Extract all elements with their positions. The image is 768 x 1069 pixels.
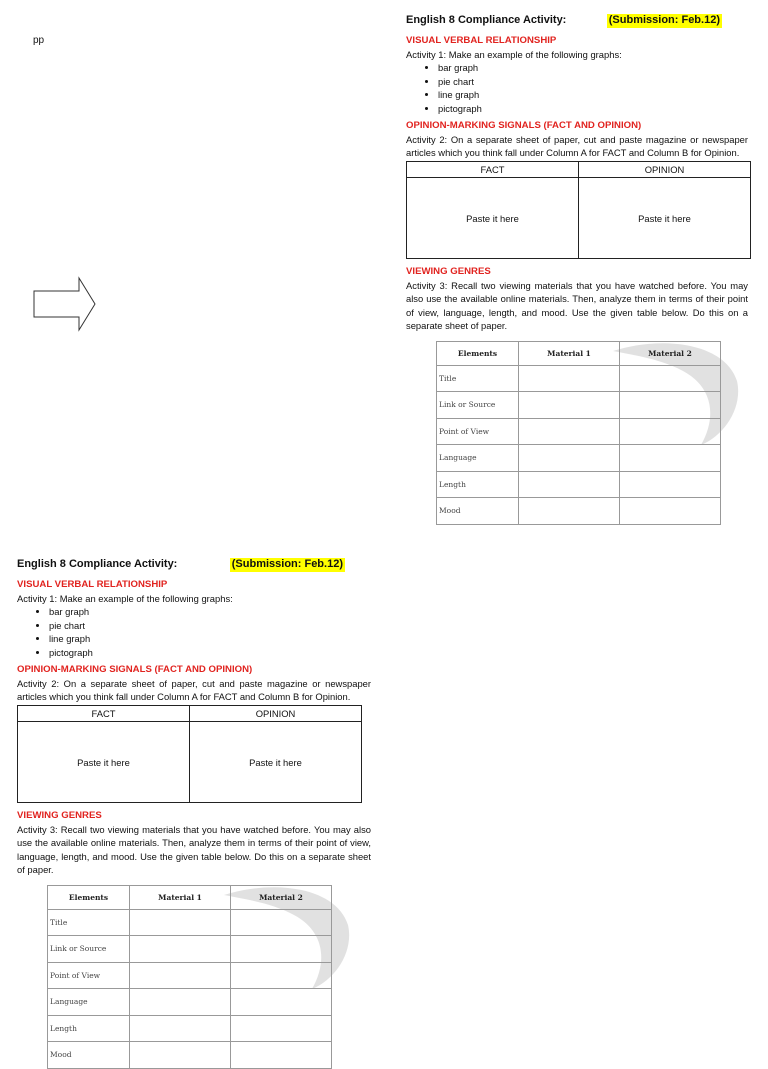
list-item: • line graph [49,632,371,646]
activity-2-text: Activity 2: On a separate sheet of paper, cut and paste magazine or newspaper articles which you think fall under Column A for FACT and Column B for Opinion. [17,677,371,703]
table-cell [130,1015,231,1042]
activity-3-text: Activity 3: Recall two viewing materials that you have watched before. You may also use the available online materials. Then, analyze them in terms of their point of view, language, length, and mood. Use the given table below. Do this on a separate sheet of paper. [406,279,748,332]
table-header: Elements [48,885,130,909]
opinion-column-header: OPINION [190,705,362,722]
table-cell [620,392,721,419]
row-label: Point of View [437,418,519,445]
table-cell [130,962,231,989]
row-label: Length [48,1015,130,1042]
table-cell [231,1042,332,1069]
table-cell [519,365,620,392]
table-header: Material 1 [130,885,231,909]
graph-list [406,61,748,115]
list-item: • pie chart [438,75,748,89]
table-row [48,1015,332,1042]
table-row [437,498,721,525]
sheet-title: English 8 Compliance Activity: [406,14,567,27]
opinion-cell: Paste it here [190,722,362,803]
activity-1-text: Activity 1: Make an example of the following graphs: [406,48,622,60]
table-cell [620,418,721,445]
row-label: Title [437,365,519,392]
table-cell [519,471,620,498]
table-row [48,909,332,936]
opinion-cell: Paste it here [579,178,751,259]
activity-1-text: Activity 1: Make an example of the following graphs: [17,592,233,604]
table-row [437,392,721,419]
table-cell [620,471,721,498]
row-label: Mood [437,498,519,525]
row-label: Link or Source [437,392,519,419]
table-cell [130,1042,231,1069]
activity-sheet-bottom [17,556,371,1060]
table-cell [519,418,620,445]
table-cell [519,498,620,525]
fact-opinion-table [17,705,362,804]
list-item: • pictograph [438,102,748,116]
row-label: Language [437,445,519,472]
section-heading-opinion-marking: OPINION-MARKING SIGNALS (FACT AND OPINION) [17,664,253,676]
list-item: • pie chart [49,619,371,633]
table-row [48,989,332,1016]
table-row [48,1042,332,1069]
table-cell [130,989,231,1016]
table-header: Material 1 [519,341,620,365]
opinion-column-header: OPINION [579,161,751,178]
table-cell [231,936,332,963]
right-arrow-icon [33,276,97,332]
genre-table-wrapper [47,885,332,1069]
fact-column-header: FACT [18,705,190,722]
fact-column-header: FACT [407,161,579,178]
row-label: Length [437,471,519,498]
table-cell [620,498,721,525]
row-label: Link or Source [48,936,130,963]
table-cell [130,936,231,963]
table-row [48,962,332,989]
fact-opinion-table [406,161,751,260]
genre-analysis-table [47,885,332,1069]
table-cell [231,962,332,989]
activity-sheet-top [406,12,748,525]
table-cell [231,909,332,936]
activity-2-text: Activity 2: On a separate sheet of paper, cut and paste magazine or newspaper articles which you think fall under Column A for FACT and Column B for Opinion. [406,133,748,159]
genre-table-wrapper [436,341,721,525]
table-cell [519,445,620,472]
section-heading-viewing-genres: VIEWING GENRES [17,810,102,822]
section-heading-opinion-marking: OPINION-MARKING SIGNALS (FACT AND OPINION) [406,120,642,132]
table-row [437,418,721,445]
table-cell [130,909,231,936]
sheet-header [406,12,748,30]
graph-list [17,605,371,659]
list-item: • bar graph [438,61,748,75]
table-header: Material 2 [231,885,332,909]
section-heading-viewing-genres: VIEWING GENRES [406,266,491,278]
table-header: Material 2 [620,341,721,365]
table-row [437,445,721,472]
fact-cell: Paste it here [407,178,579,259]
submission-badge: (Submission: Feb.12) [608,14,720,27]
table-cell [620,445,721,472]
section-heading-visual-verbal: VISUAL VERBAL RELATIONSHIP [406,35,557,46]
activity-3-text: Activity 3: Recall two viewing materials that you have watched before. You may also use the available online materials. Then, analyze them in terms of their point of view, language, length, and mood. Use the given table below. Do this on a separate sheet of paper. [17,823,371,876]
corner-text: pp [33,35,45,46]
table-row [437,471,721,498]
row-label: Mood [48,1042,130,1069]
list-item: • line graph [438,88,748,102]
table-header: Elements [437,341,519,365]
sheet-title: English 8 Compliance Activity: [17,558,178,571]
sheet-header [17,556,371,574]
table-cell [231,989,332,1016]
table-row [48,936,332,963]
list-item: • bar graph [49,605,371,619]
table-cell [231,1015,332,1042]
table-cell [519,392,620,419]
submission-badge: (Submission: Feb.12) [231,558,343,571]
section-heading-visual-verbal: VISUAL VERBAL RELATIONSHIP [17,579,168,590]
genre-analysis-table [436,341,721,525]
table-cell [620,365,721,392]
list-item: • pictograph [49,646,371,660]
row-label: Language [48,989,130,1016]
row-label: Point of View [48,962,130,989]
fact-cell: Paste it here [18,722,190,803]
row-label: Title [48,909,130,936]
table-row [437,365,721,392]
